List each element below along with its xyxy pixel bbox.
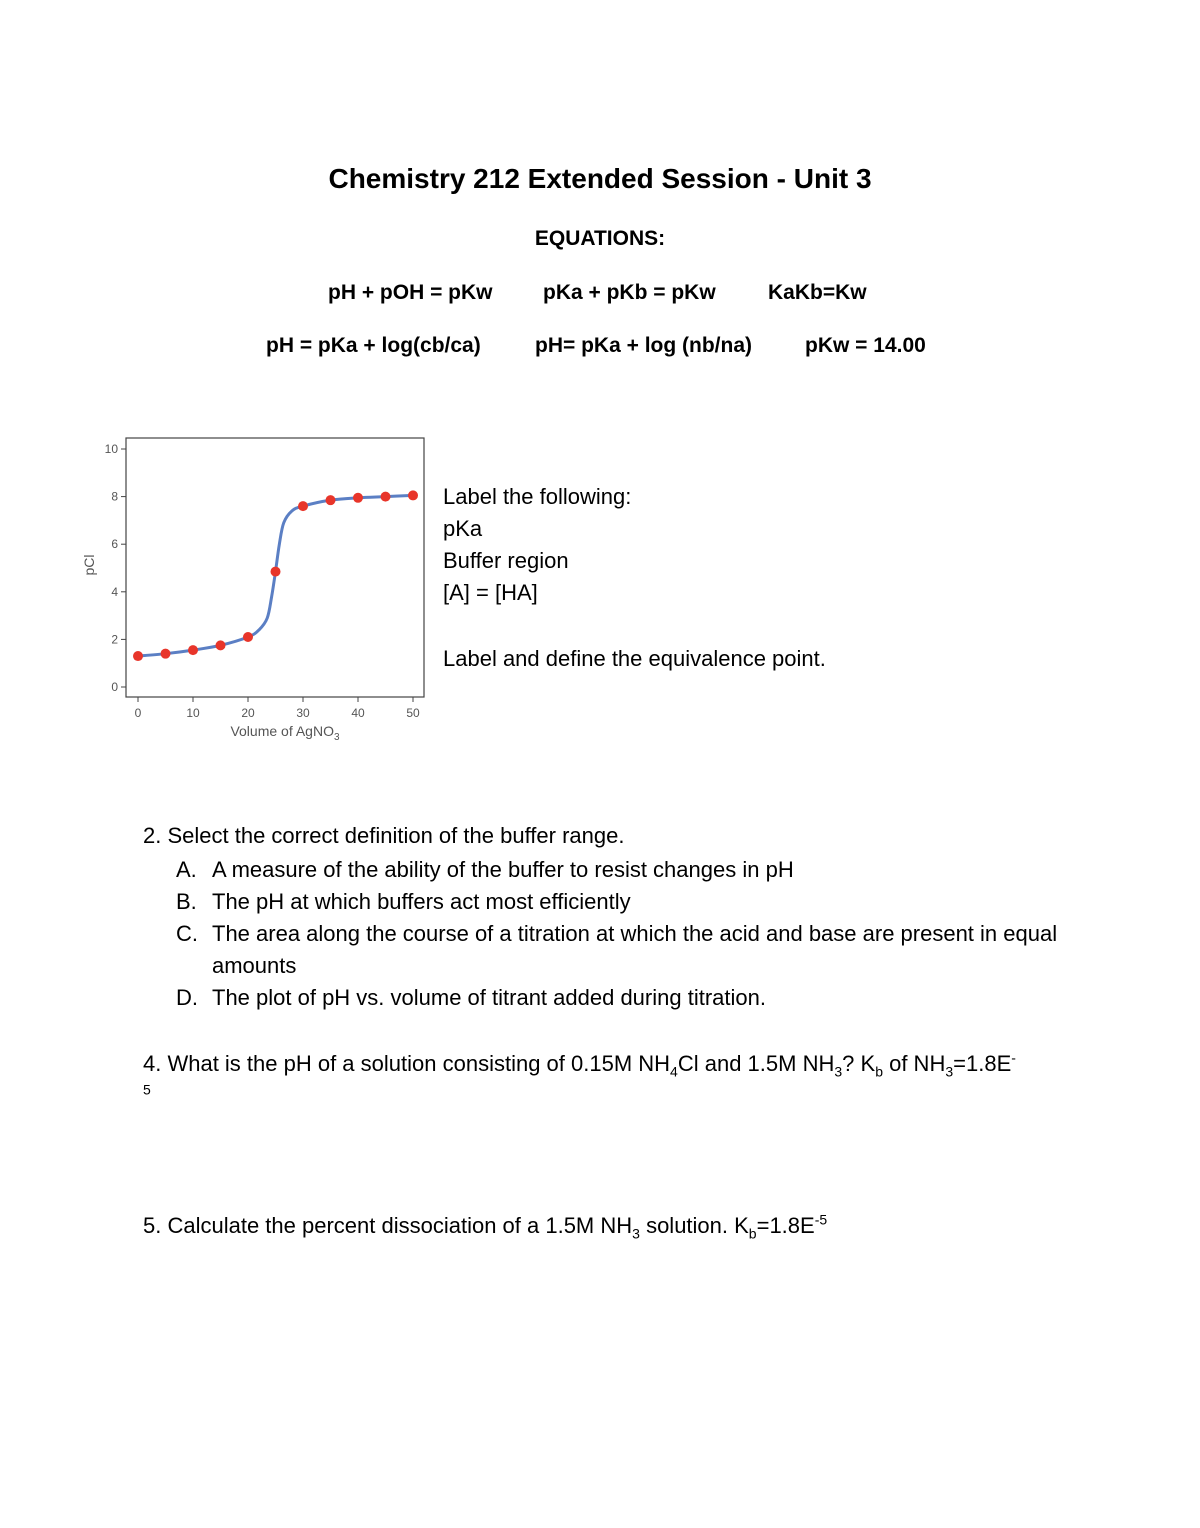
option-text: The pH at which buffers act most efficiently bbox=[212, 889, 631, 914]
label-item-a-equals-ha: [A] = [HA] bbox=[443, 580, 538, 605]
y-tick-label: 10 bbox=[104, 442, 118, 456]
page-title: Chemistry 212 Extended Session - Unit 3 bbox=[328, 163, 872, 194]
y-axis bbox=[105, 442, 126, 694]
equation-pkw: pKw = 14.00 bbox=[805, 334, 926, 357]
titration-chart bbox=[80, 425, 440, 755]
x-tick-label: 30 bbox=[296, 706, 310, 720]
option-c bbox=[176, 918, 1076, 982]
equation-pka-pkb: pKa + pKb = pKw bbox=[543, 281, 716, 304]
x-axis bbox=[135, 697, 420, 720]
data-point bbox=[298, 501, 308, 511]
data-point bbox=[133, 651, 143, 661]
data-point bbox=[216, 640, 226, 650]
data-point bbox=[243, 632, 253, 642]
equation-kakb: KaKb=Kw bbox=[768, 281, 867, 304]
y-tick-label: 8 bbox=[111, 489, 118, 504]
option-letter: D. bbox=[176, 985, 198, 1010]
label-instructions bbox=[443, 481, 631, 609]
option-letter: A. bbox=[176, 857, 197, 882]
data-point bbox=[408, 490, 418, 500]
data-point bbox=[381, 492, 391, 502]
label-equivalence: Label and define the equivalence point. bbox=[443, 646, 826, 671]
x-tick-label: 50 bbox=[406, 706, 420, 720]
option-letter: B. bbox=[176, 889, 197, 914]
equations-heading: EQUATIONS: bbox=[534, 227, 666, 250]
option-letter: C. bbox=[176, 921, 198, 946]
option-text: A measure of the ability of the buffer to resist changes in pH bbox=[212, 857, 794, 882]
data-point bbox=[161, 649, 171, 659]
x-tick-label: 40 bbox=[351, 706, 365, 720]
option-b bbox=[176, 886, 1076, 918]
label-item-pka: pKa bbox=[443, 516, 483, 541]
label-item-buffer-region: Buffer region bbox=[443, 548, 569, 573]
option-d bbox=[176, 982, 1076, 1014]
y-tick-label: 2 bbox=[111, 632, 118, 647]
data-point bbox=[188, 645, 198, 655]
label-intro: Label the following: bbox=[443, 484, 632, 509]
equation-henderson-conc: pH = pKa + log(cb/ca) bbox=[266, 334, 481, 357]
question-4: 4. What is the pH of a solution consisting of 0.15M $NH_4Cl$ and 1.5M $NH_3$? $K_b$ of $NH_3=1.8E^{-5}$ bbox=[143, 1049, 1016, 1098]
x-tick-label: 10 bbox=[186, 706, 200, 720]
data-point bbox=[271, 567, 281, 577]
equation-henderson-moles: pH= pKa + log (nb/na) bbox=[535, 334, 753, 357]
y-tick-label: 4 bbox=[111, 584, 118, 599]
option-text: The area along the course of a titration at which the acid and base are present in equal amounts bbox=[212, 921, 1058, 978]
y-axis-label: pCl bbox=[81, 554, 97, 576]
y-tick-label: 0 bbox=[111, 680, 118, 694]
question-5: 5. Calculate the percent dissociation of a 1.5M $NH_3$ solution. $K_b=1.8E^{-5}$ bbox=[143, 1211, 828, 1242]
option-a bbox=[176, 854, 1076, 886]
x-axis-label: Volume of AgNO$_3$ bbox=[230, 723, 340, 743]
y-tick-label: 6 bbox=[111, 537, 118, 552]
x-tick-label: 20 bbox=[241, 706, 255, 720]
question-2-options bbox=[176, 854, 1076, 1014]
data-point bbox=[326, 495, 336, 505]
option-text: The plot of pH vs. volume of titrant added during titration. bbox=[212, 985, 766, 1010]
data-markers bbox=[133, 490, 418, 661]
data-point bbox=[353, 493, 363, 503]
x-tick-label: 0 bbox=[134, 706, 142, 720]
question-2-prompt: 2. Select the correct definition of the buffer range. bbox=[143, 823, 625, 848]
equation-ph-poh: pH + pOH = pKw bbox=[328, 281, 493, 304]
